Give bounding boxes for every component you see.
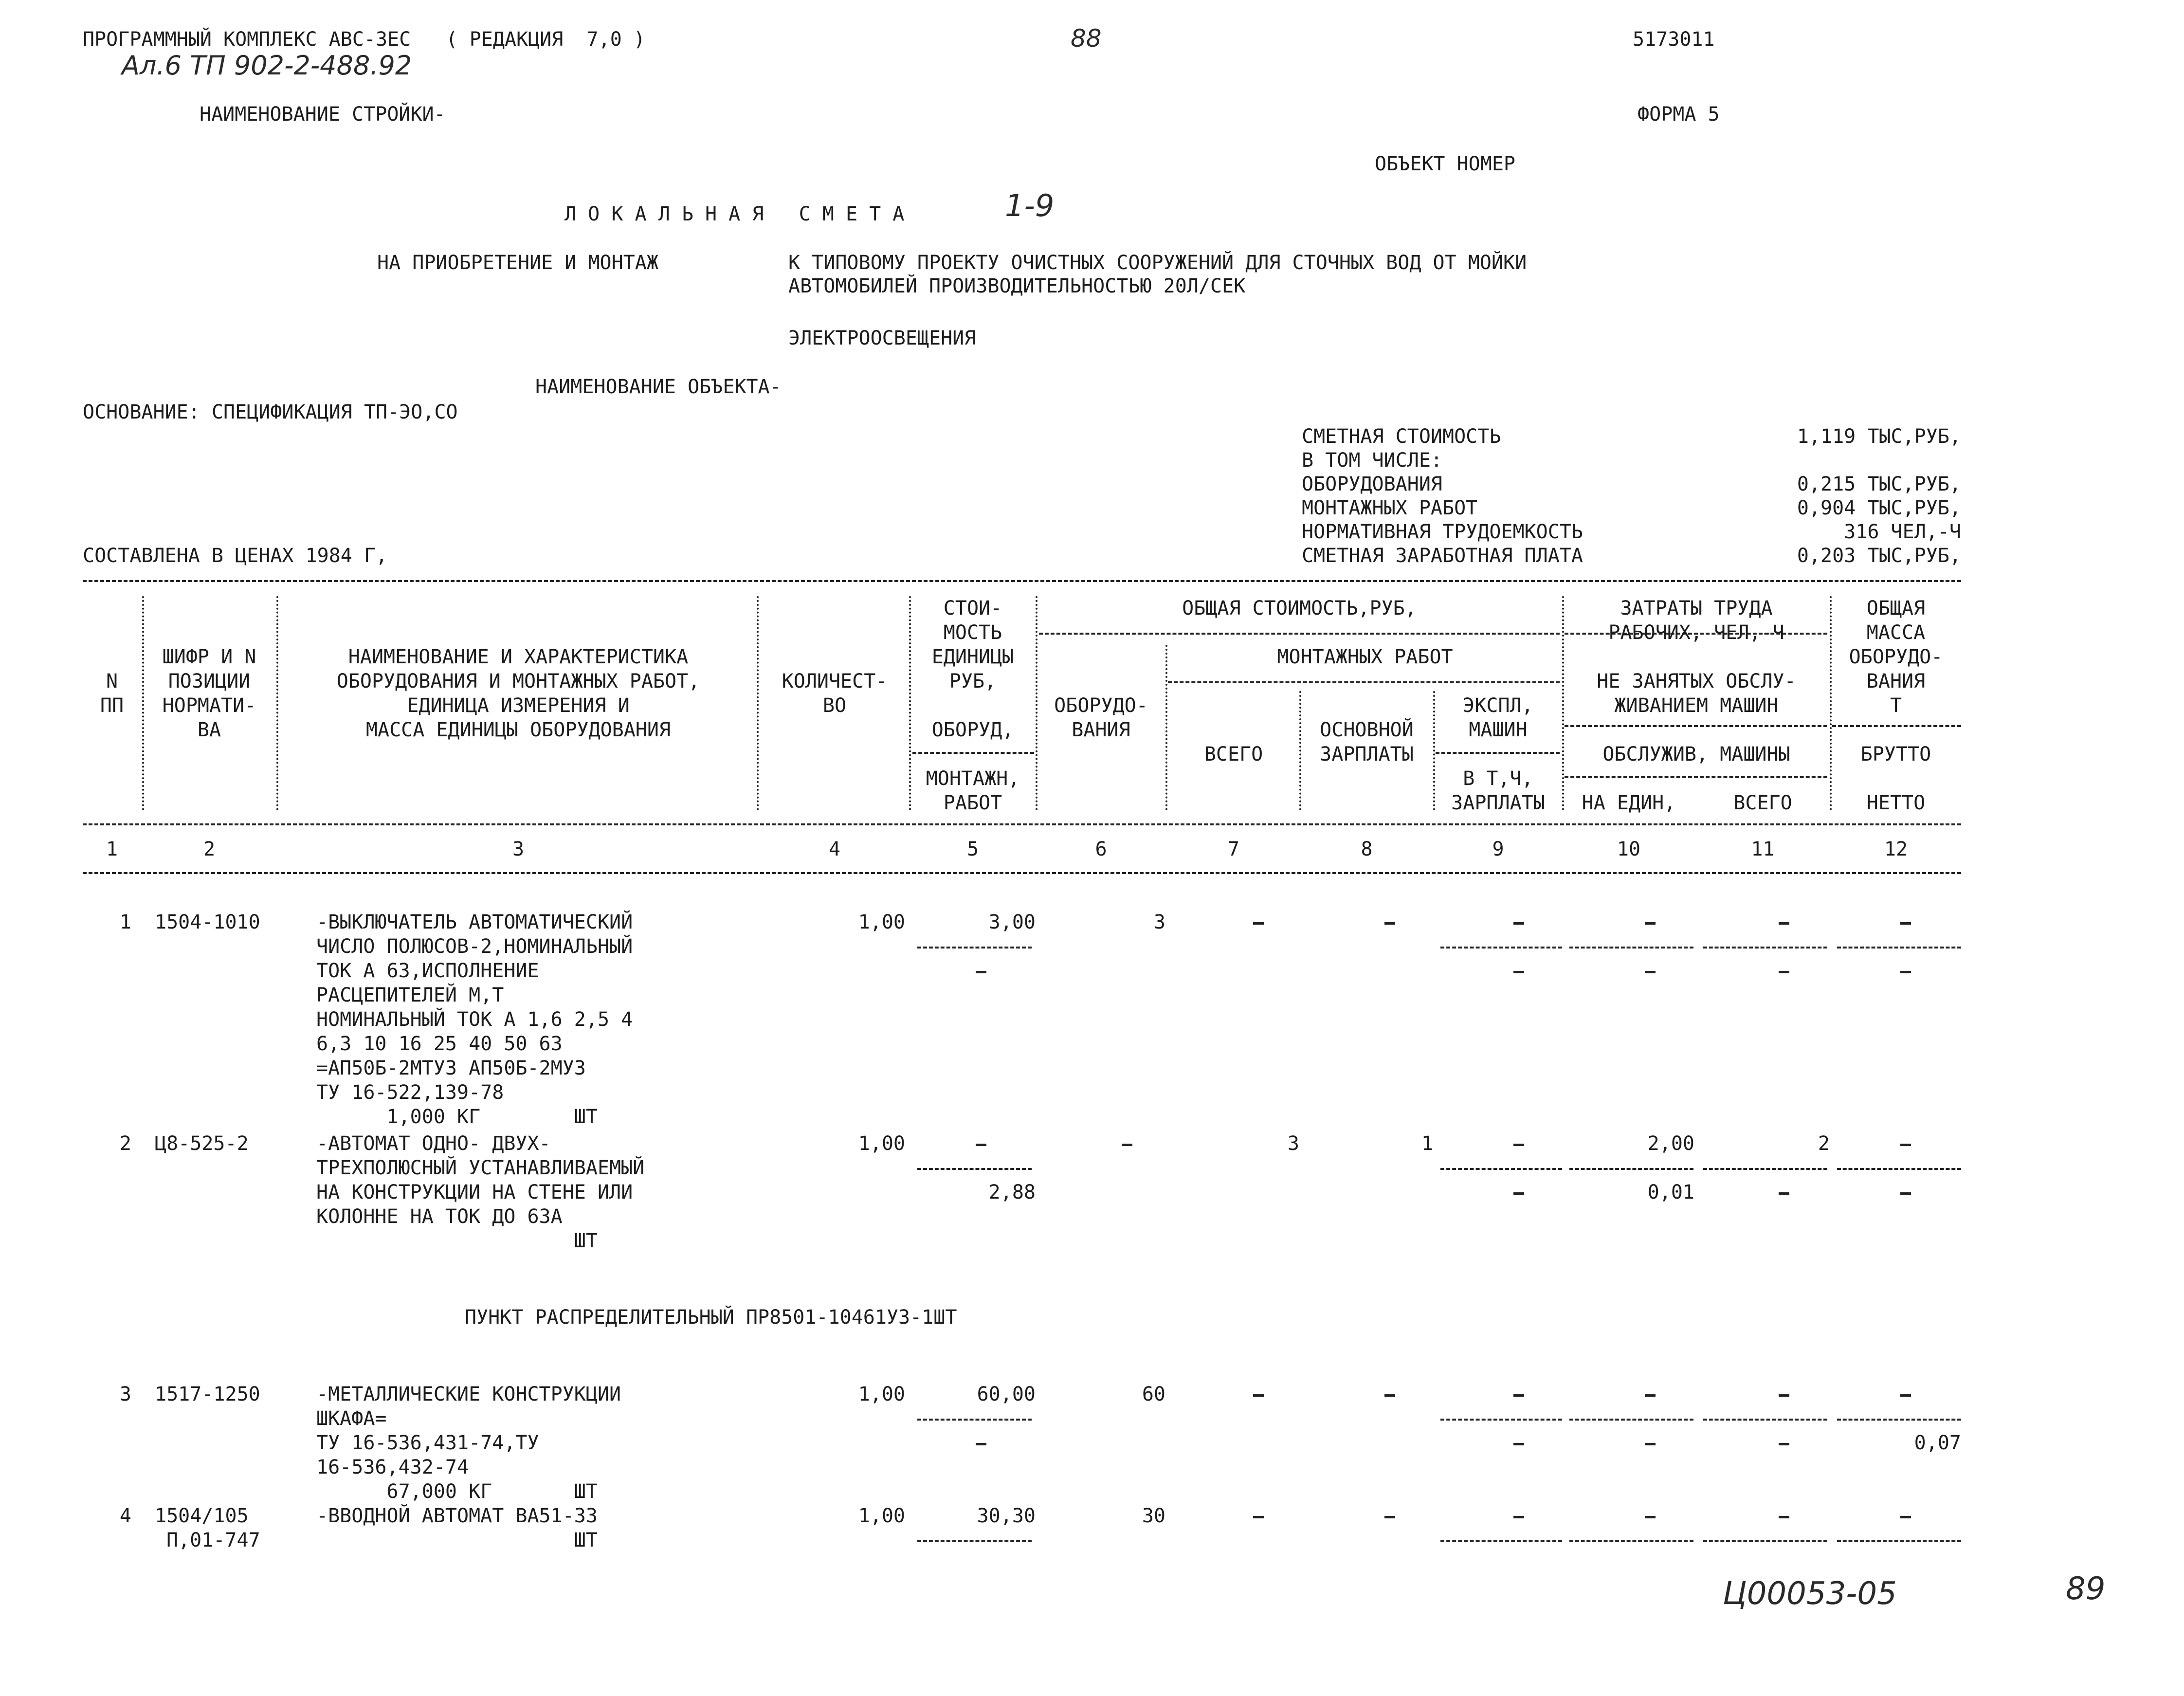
handwritten-archive-number: Ц00053-05 (1723, 1576, 1897, 1612)
header-col-5-bot: МОНТАЖН, РАБОТ (926, 767, 1020, 814)
header-bottom-rule (83, 823, 1961, 825)
cell-divider (917, 1419, 1032, 1421)
dash-mark (1645, 971, 1656, 973)
column-number: 10 (1617, 838, 1641, 860)
row-number: 2 (119, 1132, 131, 1155)
cell-divider (1569, 1540, 1693, 1542)
summary-label: СМЕТНАЯ ЗАРАБОТНАЯ ПЛАТА (1302, 545, 1583, 567)
cell-divider (1440, 1540, 1562, 1542)
dash-mark (1253, 1516, 1264, 1518)
dash-mark (1253, 922, 1264, 925)
column-number: 7 (1227, 838, 1240, 860)
row-quantity: 1,00 (858, 911, 905, 933)
program-title: ПРОГРАММНЫЙ КОМПЛЕКС АВС-3ЕС ( РЕДАКЦИЯ 7,0 ) (83, 28, 645, 51)
prices-text: СОСТАВЛЕНА В ЦЕНАХ 1984 Г, (83, 545, 388, 567)
header-total-cost: ОБЩАЯ СТОИМОСТЬ,РУБ, (1182, 597, 1417, 620)
dash-mark (1384, 922, 1395, 925)
header-subrule (1039, 633, 1560, 635)
row-unit-equipment: 60,00 (977, 1383, 1036, 1405)
header-mass: ОБЩАЯ МАССА ОБОРУДО- ВАНИЯ Т (1849, 597, 1943, 717)
cell-divider (1569, 947, 1693, 948)
header-labor-sub: НЕ ЗАНЯТЫХ ОБСЛУ- ЖИВАНИЕМ МАШИН (1597, 670, 1796, 717)
dash-mark (1900, 1516, 1911, 1518)
column-number: 8 (1361, 838, 1373, 860)
column-number: 3 (512, 838, 525, 860)
document-code: 5173011 (1633, 28, 1715, 51)
dash-mark (1513, 1192, 1524, 1195)
purpose-text-2: АВТОМОБИЛЕЙ ПРОИЗВОДИТЕЛЬНОСТЬЮ 20Л/СЕК (788, 275, 1246, 297)
summary-value: 0,215 ТЫС,РУБ, (1797, 473, 1961, 495)
cell-divider (1703, 947, 1827, 948)
column-separator (757, 596, 759, 810)
row-code: 1517-1250 (155, 1383, 260, 1405)
row-code: 1504/105 (155, 1505, 249, 1527)
dash-mark (1900, 1394, 1911, 1397)
header-col-5-mid: ОБОРУД, (931, 719, 1014, 741)
row-description: -АВТОМАТ ОДНО- ДВУХ- ТРЕХПОЛЮСНЫЙ УСТАНАВЛИВАЕМЫЙ НА КОНСТРУКЦИИ НА СТЕНЕ ИЛИ КОЛОННЕ НА ТОК ДО 63А ШТ (316, 1132, 645, 1252)
row-quantity: 1,00 (858, 1383, 905, 1405)
dash-mark (976, 971, 986, 973)
dash-mark (976, 1443, 986, 1445)
handwritten-reference: Ал.6 ТП 902-2-488.92 (122, 50, 412, 81)
header-col-9-top: ЭКСПЛ, МАШИН (1463, 694, 1533, 741)
row-description: -МЕТАЛЛИЧЕСКИЕ КОНСТРУКЦИИ ШКАФА= ТУ 16-536,431-74,ТУ 16-536,432-74 67,000 КГ ШТ (316, 1383, 621, 1503)
header-col-5-top: СТОИ- МОСТЬ ЕДИНИЦЫ РУБ, (931, 597, 1014, 693)
header-subrule (912, 752, 1034, 754)
row-number: 1 (119, 911, 131, 933)
row-description: -ВВОДНОЙ АВТОМАТ ВА51-33 ШТ (316, 1505, 598, 1551)
dash-mark (1779, 1516, 1789, 1518)
cell-divider (1837, 1168, 1961, 1170)
header-col-2: ШИФР И N ПОЗИЦИИ НОРМАТИ- ВА (162, 646, 256, 741)
column-number: 11 (1751, 838, 1775, 860)
summary-label: ОБОРУДОВАНИЯ (1302, 473, 1442, 495)
row-labor-unit: 2,00 (1647, 1132, 1694, 1155)
object-name-label: НАИМЕНОВАНИЕ ОБЪЕКТА- (535, 376, 782, 398)
summary-value: 1,119 ТЫС,РУБ, (1797, 425, 1961, 448)
summary-value: 316 ЧЕЛ,-Ч (1844, 521, 1961, 543)
header-col-9-bot: В Т,Ч, ЗАРПЛАТЫ (1451, 767, 1545, 814)
header-col-11: ВСЕГО (1733, 792, 1792, 814)
row-unit-equipment: 30,30 (977, 1505, 1036, 1527)
dash-mark (1513, 1516, 1524, 1518)
cell-divider (1703, 1540, 1827, 1542)
row-equipment-total: 30 (1142, 1505, 1165, 1527)
dash-mark (1384, 1516, 1395, 1518)
dash-mark (1900, 922, 1911, 925)
dash-mark (1513, 971, 1524, 973)
column-number: 12 (1884, 838, 1908, 860)
header-subrule (1565, 776, 1827, 778)
dash-mark (1779, 1394, 1789, 1397)
header-col-10: НА ЕДИН, (1582, 792, 1676, 814)
dash-mark (1900, 1144, 1911, 1146)
header-col-6: ОБОРУДО- ВАНИЯ (1054, 694, 1148, 741)
document-title: Л О К А Л Ь Н А Я С М Е Т А (564, 203, 905, 225)
header-subrule (1832, 725, 1961, 727)
dash-mark (1513, 922, 1524, 925)
cell-divider (1440, 1168, 1562, 1170)
row-mount-salary: 1 (1421, 1132, 1433, 1155)
cell-divider (1440, 1419, 1562, 1421)
header-labor-sub2: ОБСЛУЖИВ, МАШИНЫ (1602, 743, 1790, 766)
header-subrule (1436, 752, 1560, 754)
row-labor-unit-machines: 0,01 (1647, 1181, 1694, 1204)
dash-mark (1253, 1394, 1264, 1397)
object-number-label: ОБЪЕКТ НОМЕР (1375, 153, 1515, 175)
row-equipment-total: 3 (1153, 911, 1165, 933)
row-quantity: 1,00 (858, 1505, 905, 1527)
row-code: 1504-1010 (155, 911, 260, 933)
summary-label: НОРМАТИВНАЯ ТРУДОЕМКОСТЬ (1302, 521, 1583, 543)
row-quantity: 1,00 (858, 1132, 905, 1155)
table-top-rule (83, 580, 1961, 582)
header-col-1: N ПП (100, 670, 124, 717)
basis-text: ОСНОВАНИЕ: СПЕЦИФИКАЦИЯ ТП-ЭО,СО (83, 401, 458, 423)
page-number: 88 (1071, 24, 1102, 53)
dash-mark (1513, 1144, 1524, 1146)
summary-label: СМЕТНАЯ СТОИМОСТЬ (1302, 425, 1501, 448)
column-number: 9 (1492, 838, 1504, 860)
row-equipment-total: 60 (1142, 1383, 1165, 1405)
cell-divider (1837, 1540, 1961, 1542)
dash-mark (1645, 922, 1656, 925)
cell-divider (1837, 947, 1961, 948)
column-number: 1 (106, 838, 118, 860)
summary-value: 0,904 ТЫС,РУБ, (1797, 497, 1961, 519)
column-number: 6 (1095, 838, 1107, 860)
column-separator (276, 596, 278, 810)
handwritten-page-number: 89 (2066, 1571, 2106, 1607)
cell-divider (917, 1168, 1032, 1170)
dash-mark (1384, 1394, 1395, 1397)
construction-label: НАИМЕНОВАНИЕ СТРОЙКИ- (200, 103, 446, 126)
dash-mark (1900, 1192, 1911, 1195)
row-labor-total: 2 (1818, 1132, 1830, 1155)
cell-divider (1569, 1168, 1693, 1170)
header-labor: ЗАТРАТЫ ТРУДА РАБОЧИХ, ЧЕЛ,-Ч (1608, 597, 1784, 644)
dash-mark (1645, 1394, 1656, 1397)
header-col-12-bot: НЕТТО (1866, 792, 1926, 814)
column-separator (1165, 645, 1167, 810)
dash-mark (976, 1144, 986, 1146)
row-unit-equipment: 3,00 (988, 911, 1036, 933)
row-code: Ц8-525-2 (155, 1132, 249, 1155)
cell-divider (1703, 1168, 1827, 1170)
title-handwritten-number: 1-9 (1005, 188, 1055, 223)
purpose-label: НА ПРИОБРЕТЕНИЕ И МОНТАЖ (377, 252, 658, 274)
dash-mark (1779, 971, 1789, 973)
cell-divider (1440, 947, 1562, 948)
dash-mark (1645, 1443, 1656, 1445)
column-number: 4 (828, 838, 841, 860)
summary-label: МОНТАЖНЫХ РАБОТ (1302, 497, 1478, 519)
cell-divider (917, 1540, 1032, 1542)
dash-mark (1779, 1443, 1789, 1445)
cell-divider (1837, 1419, 1961, 1421)
numbers-bottom-rule (83, 872, 1961, 874)
header-col-12-top: БРУТТО (1860, 743, 1931, 766)
header-col-8: ОСНОВНОЙ ЗАРПЛАТЫ (1320, 719, 1414, 766)
dash-mark (1779, 922, 1789, 925)
header-col-7: ВСЕГО (1204, 743, 1263, 766)
row-code-secondary: П,01-747 (166, 1529, 260, 1551)
dash-mark (1513, 1394, 1524, 1397)
dash-mark (1900, 971, 1911, 973)
dash-mark (1645, 1516, 1656, 1518)
header-col-3: НАИМЕНОВАНИЕ И ХАРАКТЕРИСТИКА ОБОРУДОВАНИЯ И МОНТАЖНЫХ РАБОТ, ЕДИНИЦА ИЗМЕРЕНИЯ И МАССА ЕДИНИЦЫ ОБОРУДОВАНИЯ (336, 646, 700, 741)
row-mass-netto: 0,07 (1914, 1432, 1961, 1454)
header-mount: МОНТАЖНЫХ РАБОТ (1277, 646, 1453, 668)
cell-divider (917, 947, 1032, 948)
summary-value: 0,203 ТЫС,РУБ, (1797, 545, 1961, 567)
dash-mark (1513, 1443, 1524, 1445)
summary-label: В ТОМ ЧИСЛЕ: (1302, 449, 1442, 472)
header-subrule (1168, 681, 1560, 683)
purpose-text-1: К ТИПОВОМУ ПРОЕКТУ ОЧИСТНЫХ СООРУЖЕНИЙ ДЛЯ СТОЧНЫХ ВОД ОТ МОЙКИ (788, 252, 1527, 274)
header-subrule (1565, 725, 1827, 727)
row-number: 4 (119, 1505, 131, 1527)
cell-divider (1703, 1419, 1827, 1421)
row-number: 3 (119, 1383, 131, 1405)
row-mount-total: 3 (1287, 1132, 1299, 1155)
section-name: ЭЛЕКТРООСВЕЩЕНИЯ (788, 327, 976, 349)
row-unit-mounting: 2,88 (988, 1181, 1036, 1204)
row-description: -ВЫКЛЮЧАТЕЛЬ АВТОМАТИЧЕСКИЙ ЧИСЛО ПОЛЮСОВ-2,НОМИНАЛЬНЫЙ ТОК А 63,ИСПОЛНЕНИЕ РАСЦЕПИТЕЛЕЙ М,Т НОМИНАЛЬНЫЙ ТОК А 1,6 2,5 4 6,3 10 16 25 40 50 63 =АП50Б-2МТУ3 АП50Б-2МУ3 ТУ 16-522,139-78 1,000 КГ ШТ (316, 911, 633, 1128)
cell-divider (1569, 1419, 1693, 1421)
column-number: 2 (203, 838, 216, 860)
subsection-heading: ПУНКТ РАСПРЕДЕЛИТЕЛЬНЫЙ ПР8501-10461У3-1ШТ (465, 1306, 957, 1329)
dash-mark (1779, 1192, 1789, 1195)
header-col-4: КОЛИЧЕСТ- ВО (782, 670, 888, 717)
dash-mark (1122, 1144, 1132, 1146)
form-label: ФОРМА 5 (1638, 103, 1720, 126)
column-number: 5 (966, 838, 979, 860)
